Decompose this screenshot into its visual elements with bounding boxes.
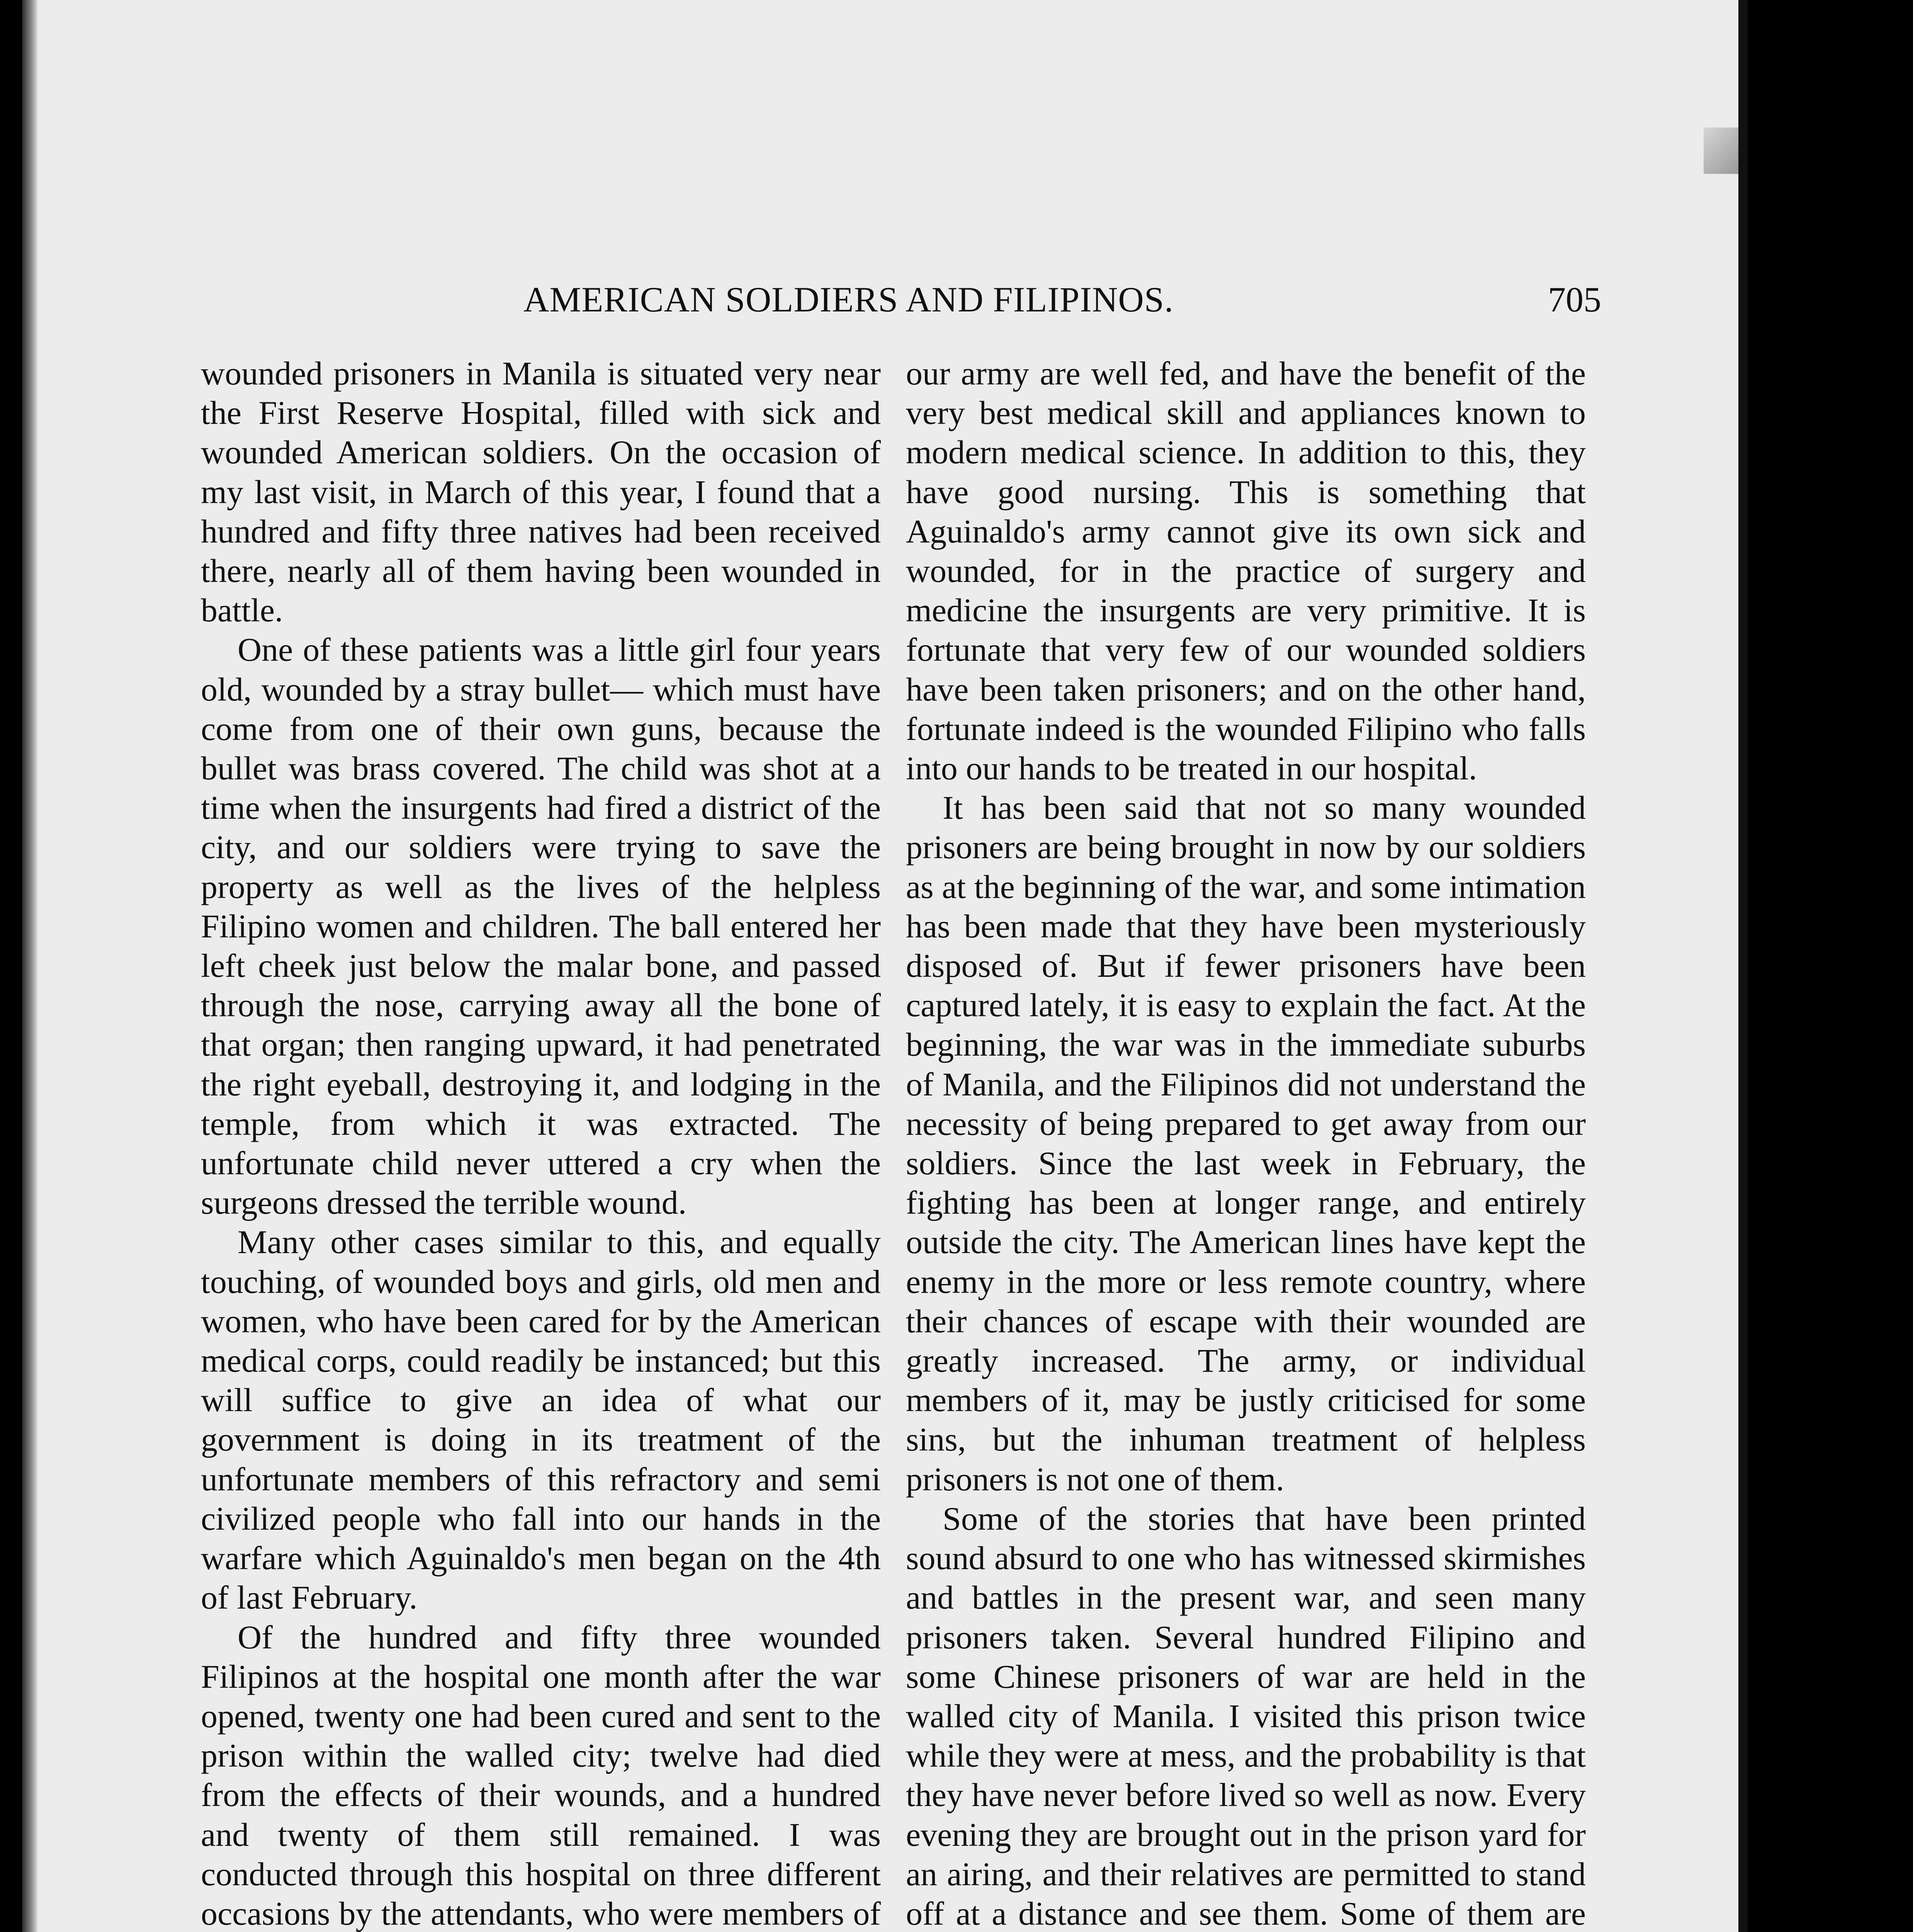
paragraph: It has been said that not so many wounded prisoners are being brought in now by our soldiers as at the beginning of the war, and some intimation has been made that they have been mysteriously disposed of. But if fewer prisoners have been captured lately, it is easy to explain the fact. At the beginning, the war was in the immediate suburbs of Manila, and the Filipinos did not understand the necessity of being prepared to get away from our soldiers. Since the last week in February, the fighting has been at longer range, and entirely outside the city. The American lines have kept the enemy in the more or less remote country, where their chances of escape with their wounded are greatly increased. The army, or individual members of it, may be justly criticised for some sins, but the inhuman treatment of helpless prisoners is not one of them. bbox=[906, 789, 1586, 1498]
paragraph: Some of the stories that have been printed sound absurd to one who has witnessed skirmishes and battles in the present war, and seen many prisoners taken. Several hundred Filipino and some Chinese prisoners of war are held in the walled city of Manila. I visited this prison twice while they were at mess, and the probability is that they have never before lived so well as now. Every evening they are brought out in the prison yard for an airing, and their relatives are permitted to stand off at a distance and see them. Some of them are bbox=[906, 1500, 1586, 1932]
running-title: AMERICAN SOLDIERS AND FILIPINOS. bbox=[523, 280, 1174, 319]
paragraph: Many other cases similar to this, and equally touching, of wounded boys and girls, old men and women, who have been cared for by the American medical corps, could readily be instanced; but this will suffice to give an idea of what our government is doing in its treatment of the unfortunate members of this refractory and semi civilized people who fall into our hands in the warfare which Aguinaldo's men began on the 4th of last February. bbox=[201, 1223, 881, 1616]
paragraph: our army are well fed, and have the benefit of the very best medical skill and appliances known to modern medical science. In addition to this, they have good nursing. This is something that Aguinaldo's army cannot give its own sick and wounded, for in the practice of surgery and medicine the insurgents are very primitive. It is fortunate that very few of our wounded soldiers have been taken prisoners; and on the other hand, fortunate indeed is the wounded Filipino who falls into our hands to be treated in our hospital. bbox=[906, 355, 1586, 787]
paragraph: wounded prisoners in Manila is situated very near the First Reserve Hospital, filled with sick and wounded American soldiers. On the occasion of my last visit, in March of this year, I found that a hundred and fifty three natives had been received there, nearly all of them having been wounded in battle. bbox=[201, 355, 881, 629]
right-column bbox=[906, 354, 1586, 1932]
running-header bbox=[523, 274, 1601, 325]
left-column bbox=[201, 354, 881, 1932]
paragraph: Of the hundred and fifty three wounded Filipinos at the hospital one month after the war opened, twenty one had been cured and sent to the prison within the walled city; twelve had died from the effects of their wounds, and a hundred and twenty of them still remained. I was conducted through this hospital on three different occasions by the attendants, who were members of bbox=[201, 1618, 881, 1932]
page-number: 705 bbox=[1548, 280, 1601, 319]
paragraph: One of these patients was a little girl four years old, wounded by a stray bullet— which must have come from one of their own guns, because the bullet was brass covered. The child was shot at a time when the insurgents had fired a district of the city, and our soldiers were trying to save the property as well as the lives of the helpless Filipino women and children. The ball entered her left cheek just below the malar bone, and passed through the nose, carrying away all the bone of that organ; then ranging upward, it had penetrated the right eyeball, destroying it, and lodging in the temple, from which it was extracted. The unfortunate child never uttered a cry when the surgeons dressed the terrible wound. bbox=[201, 631, 881, 1221]
page-corner-curl bbox=[1704, 128, 1738, 174]
page-gutter-shadow bbox=[22, 0, 37, 1932]
